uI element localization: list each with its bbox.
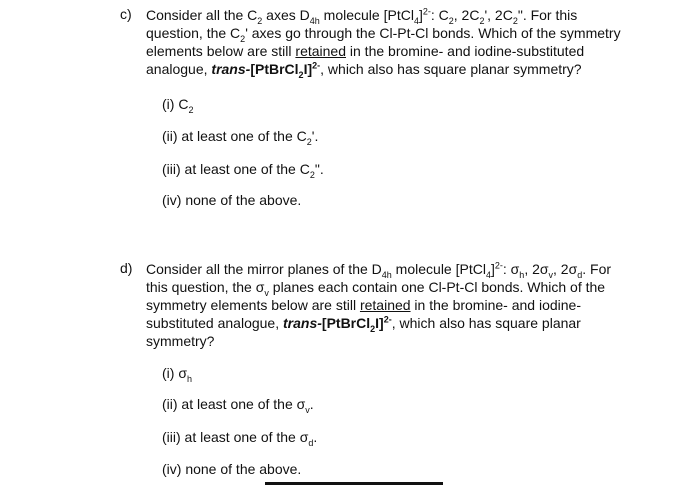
question-d-line-1: Consider all the mirror planes of the $D_{4h}$ molecule [PtCl$_4$]$^{2-}$: $\sigma_h$, $2\sigma_v$, $2\sigma_d$. For [146,260,612,280]
question-d-stem [146,260,636,350]
question-c-option-iii: (iii) at least one of the $C_2$". [162,161,324,180]
question-c-option-ii: (ii) at least one of the $C_2'$. [162,128,319,147]
question-d-option-iv: (iv) none of the above. [162,461,302,477]
question-d-option-ii: (ii) at least one of the $\sigma_v$. [162,396,314,415]
question-c-line-4: analogue, trans-[PtBrCl$_2$I]$^{2-}$, which also has square planar symmetry? [146,60,582,80]
question-c-option-i: (i) $C_2$ [162,96,194,115]
question-d-line-4: substituted analogue, trans-[PtBrCl$_2$I]$^{2-}$, which also has square planar [146,314,581,334]
question-c-line-2: question, the $C_2'$ axes go through the Cl-Pt-Cl bonds. Which of the symmetry [146,25,621,44]
question-c-stem [146,6,636,78]
question-d-line-2: this question, the $\sigma_v$ planes each contain one Cl-Pt-Cl bonds. Which of the [146,279,606,298]
question-d-option-i: (i) $\sigma_h$ [162,365,192,384]
question-c-line-1: Consider all the $C_2$ axes $D_{4h}$ molecule [PtCl$_4$]$^{2-}$: $C_2$, $2C_2'$, $2C_2$". For this [146,6,578,26]
question-d-label: d) [120,260,133,276]
question-c-line-3: elements below are still retained in the bromine- and iodine-substituted [146,43,585,59]
question-c-label: c) [120,6,132,22]
question-c-option-iv: (iv) none of the above. [162,192,302,208]
question-d-option-iii: (iii) at least one of the $\sigma_d$. [162,429,318,448]
question-d-line-3: symmetry elements below are still retained in the bromine- and iodine- [146,297,581,313]
question-d-line-5: symmetry? [146,333,215,349]
bottom-divider [265,482,443,485]
